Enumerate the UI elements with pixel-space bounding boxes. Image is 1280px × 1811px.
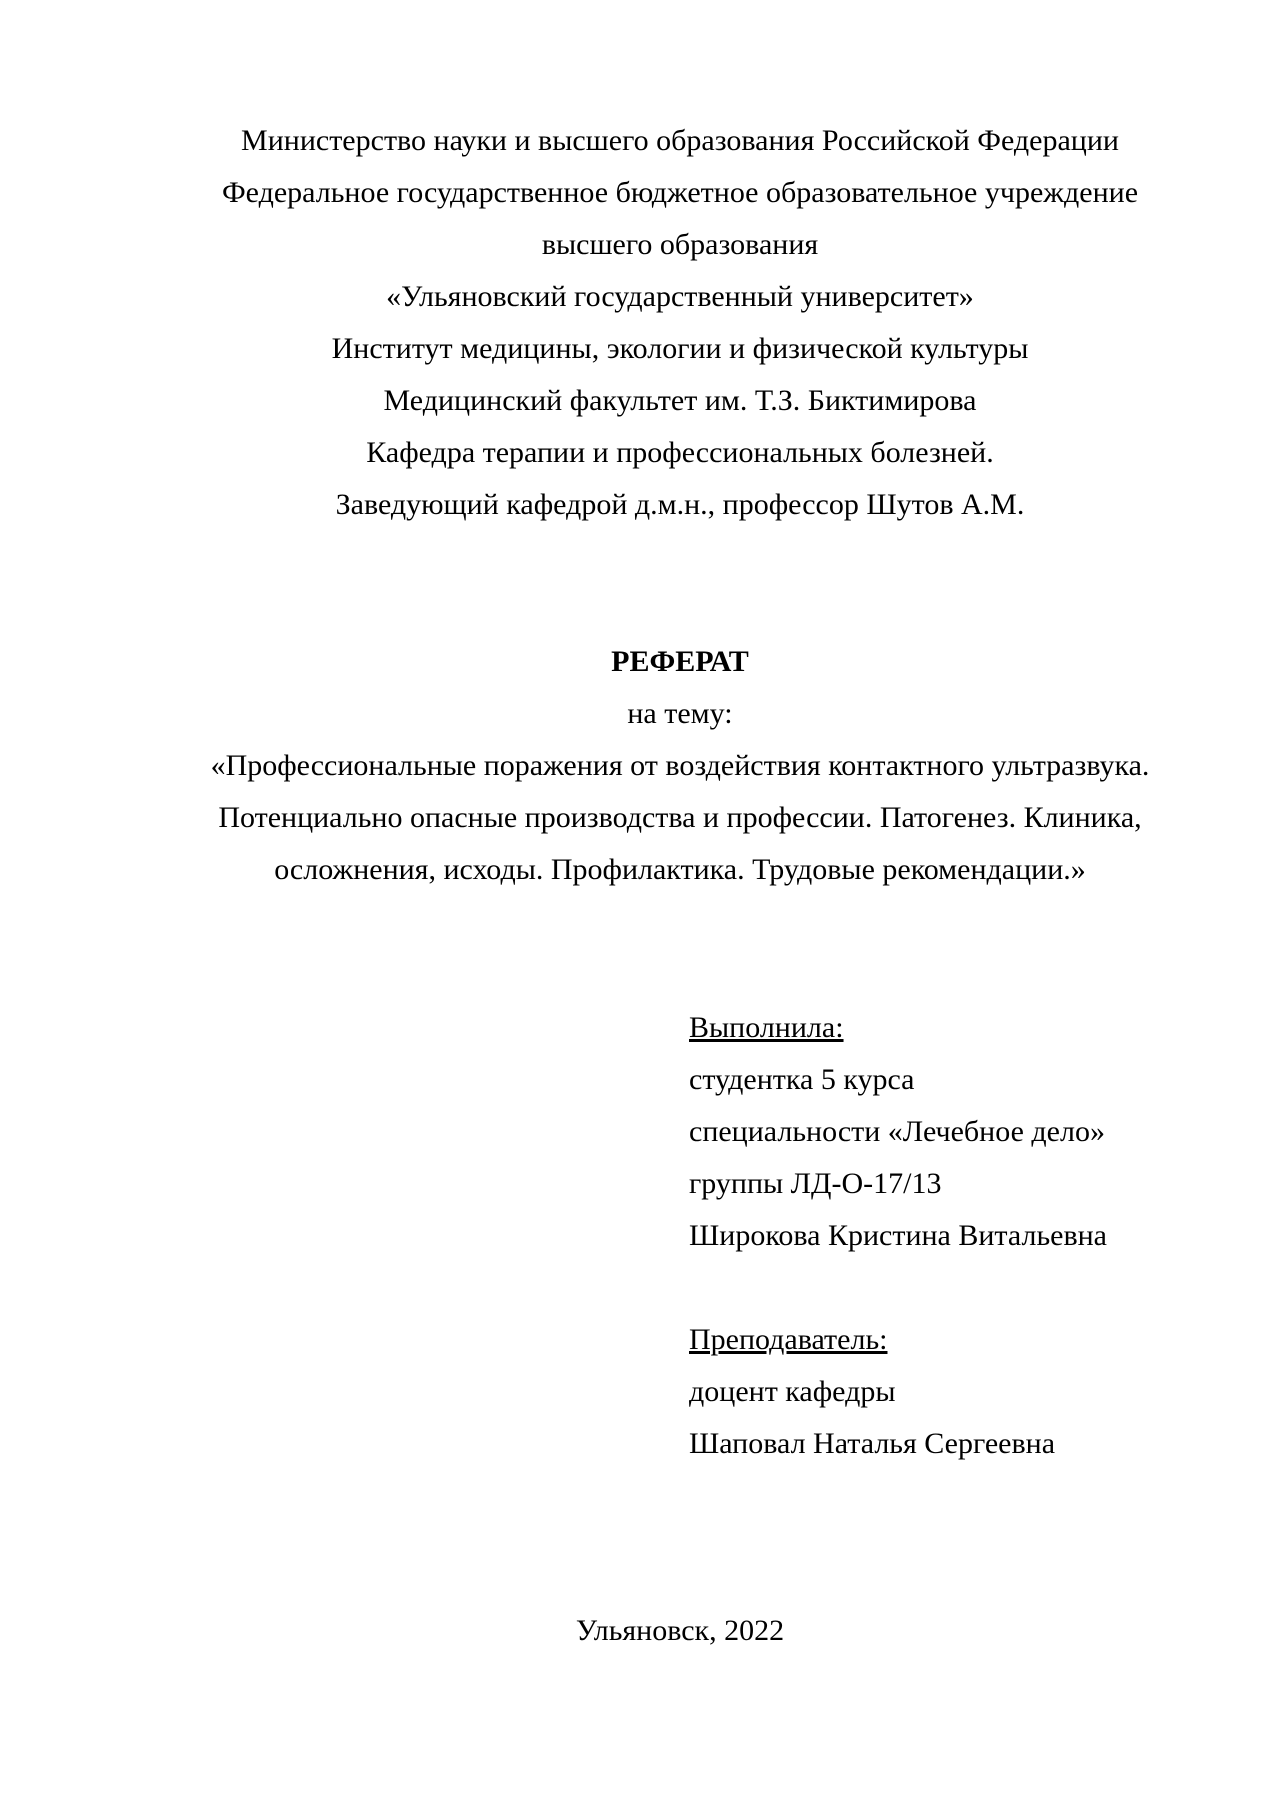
department-head-line: Заведующий кафедрой д.м.н., профессор Шутов А.М.	[335, 488, 1025, 521]
teacher-position: доцент кафедры	[689, 1375, 896, 1408]
performer-name: Широкова Кристина Витальевна	[689, 1219, 1107, 1252]
topic-line-1: «Профессиональные поражения от воздействия контактного ультразвука.	[210, 749, 1150, 782]
institution-type-line: Федеральное государственное бюджетное образовательное учреждение	[221, 176, 1139, 209]
ministry-line: Министерство науки и высшего образования Российской Федерации	[241, 124, 1119, 157]
topic-line-2: Потенциально опасные производства и профессии. Патогенез. Клиника,	[218, 801, 1142, 834]
performer-course: студентка 5 курса	[689, 1063, 915, 1096]
footer-city-year	[180, 1605, 1180, 1657]
department-line: Кафедра терапии и профессиональных болезней.	[366, 436, 994, 469]
performer-label: Выполнила:	[689, 1011, 844, 1044]
teacher-name: Шаповал Наталья Сергеевна	[689, 1427, 1056, 1460]
document-title: РЕФЕРАТ	[611, 645, 749, 678]
topic-intro: на тему:	[627, 697, 733, 730]
performer-group: группы ЛД-О-17/13	[689, 1167, 942, 1200]
performer-section	[689, 1002, 1107, 1262]
education-level-line: высшего образования	[541, 228, 819, 261]
institute-line: Институт медицины, экологии и физической культуры	[331, 332, 1029, 365]
performer-specialty: специальности «Лечебное дело»	[689, 1115, 1105, 1148]
teacher-label: Преподаватель:	[689, 1323, 888, 1356]
teacher-section	[689, 1314, 1055, 1470]
institution-header	[180, 115, 1180, 531]
title-section	[180, 636, 1180, 896]
city-year: Ульяновск, 2022	[575, 1614, 785, 1647]
topic-line-3: осложнения, исходы. Профилактика. Трудовые рекомендации.»	[274, 853, 1086, 886]
university-name-line: «Ульяновский государственный университет»	[386, 280, 974, 313]
faculty-line: Медицинский факультет им. Т.З. Биктимирова	[383, 384, 977, 417]
